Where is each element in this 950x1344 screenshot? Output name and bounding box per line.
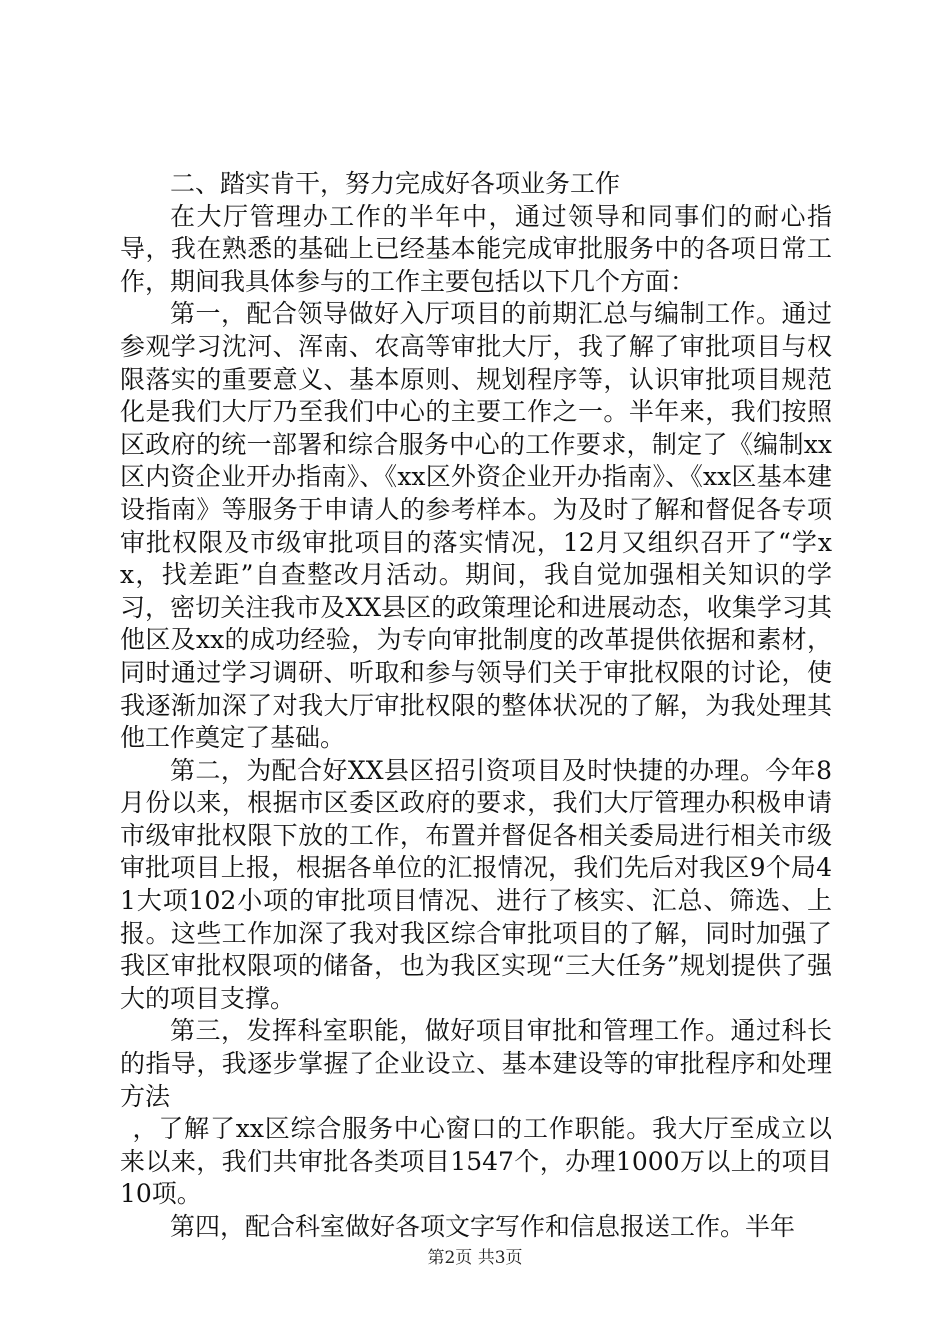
paragraph-second: 第二，为配合好XX县区招引资项目及时快捷的办理。今年8月份以来，根据市区委区政府的要求，我们大厅管理办积极申请市级审批权限下放的工作，布置并督促各相关委局进行相关市级审批项目上报，根据各单位的汇报情况，我们先后对我区9个局41大项102小项的审批项目情况、进行了核实、汇总、筛选、上报。这些工作加深了我对我区综合审批项目的了解，同时加强了我区审批权限项的储备，也为我区实现“三大任务”规划提供了强大的项目支撑。 — [120, 755, 832, 1013]
page-number-footer: 第2页 共3页 — [427, 1248, 523, 1268]
paragraph-intro: 在大厅管理办工作的半年中，通过领导和同事们的耐心指导，我在熟悉的基础上已经基本能完成审批服务中的各项日常工作，期间我具体参与的工作主要包括以下几个方面： — [120, 201, 832, 296]
paragraph-third: 第三，发挥科室职能，做好项目审批和管理工作。通过科长的指导，我逐步掌握了企业设立、基本建设等的审批程序和处理方法 — [120, 1016, 832, 1111]
paragraph-fourth: 第四，配合科室做好各项文字写作和信息报送工作。半年 — [170, 1212, 796, 1241]
paragraph-third-continued: ，了解了xx区综合服务中心窗口的工作职能。我大厅至成立以来以来，我们共审批各类项目1547个，办理1000万以上的项目10项。 — [120, 1114, 832, 1209]
paragraph-first: 第一，配合领导做好入厅项目的前期汇总与编制工作。通过参观学习沈河、浑南、农高等审批大厅，我了解了审批项目与权限落实的重要意义、基本原则、规划程序等，认识审批项目规范化是我们大厅乃至我们中心的主要工作之一。半年来，我们按照区政府的统一部署和综合服务中心的工作要求，制定了《编制xx区内资企业开办指南》、《xx区外资企业开办指南》、《xx区基本建设指南》等服务于申请人的参考样本。为及时了解和督促各专项审批权限及市级审批项目的落实情况，12月又组织召开了“学xx，找差距”自查整改月活动。期间，我自觉加强相关知识的学习，密切关注我市及XX县区的政策理论和进展动态，收集学习其他区及xx的成功经验，为专向审批制度的改革提供依据和素材，同时通过学习调研、听取和参与领导们关于审批权限的讨论，使我逐渐加深了对我大厅审批权限的整体状况的了解，为我处理其他工作奠定了基础。 — [120, 299, 832, 753]
document-body — [120, 168, 832, 1244]
section-heading: 二、踏实肯干，努力完成好各项业务工作 — [170, 169, 621, 198]
